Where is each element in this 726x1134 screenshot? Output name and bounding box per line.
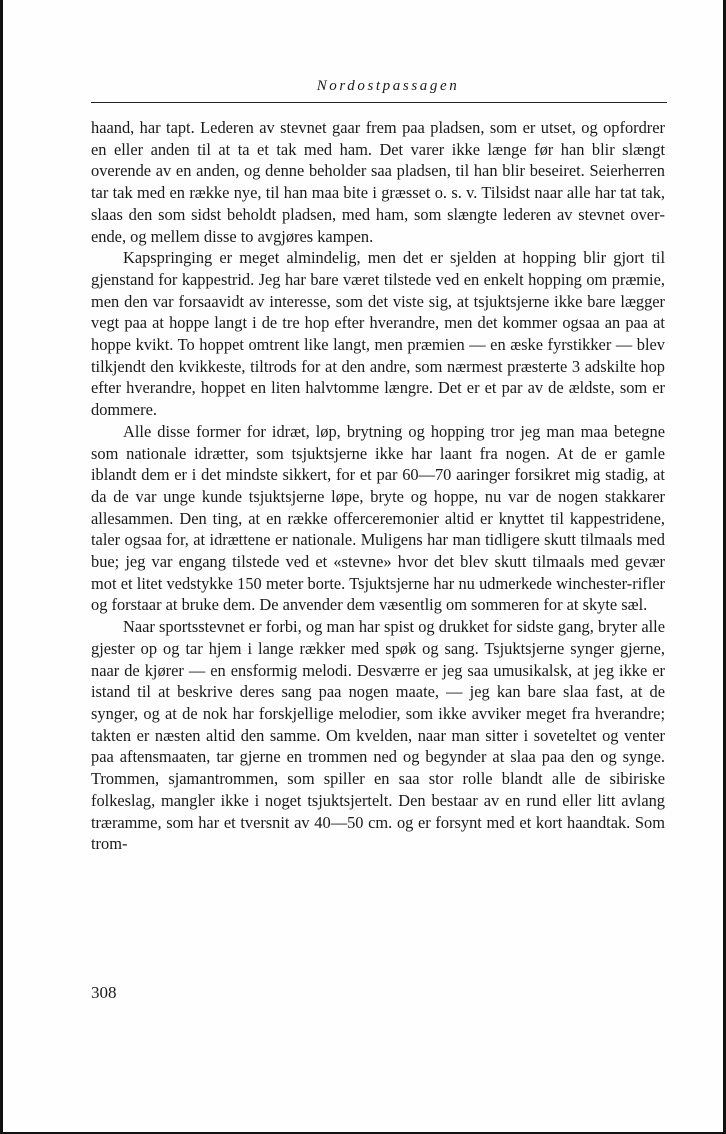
paragraph-3: Alle disse former for idræt, løp, brytning og hopping tror jeg man maa betegne som nationale idrætter, som tsjuktsjerne ikke har laant fra nogen. At de er gamle iblandt dem er i det mindste sikkert, for et par 60—70 aaringer forsikret mig stadig, at da de var unge kunde tsjuktsjerne løpe, bryte og hoppe, nu var de nogen stakkarer allesammen. Den ting, at en række offerceremonier altid er knyttet til kappestridene, taler ogsaa for, at idrættene er nationale. Muligens har man tidligere skutt tilmaals med bue; jeg var engang tilstede ved et «stevne» hvor det blev skutt tilmaals med gevær mot et litet vedstykke 150 meter borte. Tsjuktsjerne har nu udmerkede winchester-rifler og forstaar at bruke dem. De anvender dem væsentlig om sommeren for at skyte sæl. xyxy=(91,421,665,615)
page-number: 308 xyxy=(91,983,117,1002)
body-text xyxy=(91,117,665,855)
paragraph-2: Kapspringing er meget almindelig, men det er sjelden at hopping blir gjort til gjenstand for kappestrid. Jeg har bare været tilstede ved en enkelt hopping om præmie, men den var forsaavidt av interesse, som det viste sig, at tsjuktsjerne ikke bare lægger vegt paa at hoppe langt i de tre hop efter hverandre, men det kommer ogsaa an paa at hoppe kvikt. To hoppet omtrent like langt, men præmien — en æske fyrstikker — blev tilkjendt den kvikkeste, tiltrods for at den andre, som nærmest præsterte 3 adskilte hop efter hverandre, hoppet en liten halvtomme længre. Det er et par av de ældste, som er dommere. xyxy=(91,248,665,420)
running-head: Nordostpassagen xyxy=(316,78,460,94)
paragraph-1: haand, har tapt. Lederen av stevnet gaar frem paa pladsen, som er utset, og opfordrer en eller anden til at ta et tak med ham. Det varer ikke længe før han blir slængt overende av en anden, og denne beholder saa pladsen, til han blir beseiret. Seierherren tar tak med en række nye, til han maa bite i græsset o. s. v. Tilsidst naar alle har tat tak, slaas den som sidst beholdt pladsen, med ham, som slængte lederen av stevnet overende, og mellem disse to avgjøres kampen. xyxy=(91,118,665,246)
header-rule xyxy=(91,102,667,103)
paragraph-4: Naar sportsstevnet er forbi, og man har spist og drukket for sidste gang, bryter alle gjester op og tar hjem i lange rækker med spøk og sang. Tsjuktsjerne synger gjerne, naar de kjører — en ensformig melodi. Desværre er jeg saa umusikalsk, at jeg ikke er istand til at beskrive deres sang paa nogen maate, — jeg kan bare slaa fast, at de synger, og at de nok har forskjellige melodier, som ikke avviker meget fra hverandre; takten er næsten altid den samme. Om kvelden, naar man sitter i soveteltet og venter paa aftensmaaten, tar gjerne en trommen ned og begynder at slaa paa den og synge. Trommen, sjamantrommen, som spiller en saa stor rolle blandt alle de sibiriske folkeslag, mangler ikke i noget tsjuktsjertelt. Den bestaar av en rund eller litt avlang træramme, som har et tversnit av 40—50 cm. og er forsynt med et kort haandtak. Som trom- xyxy=(91,617,665,854)
